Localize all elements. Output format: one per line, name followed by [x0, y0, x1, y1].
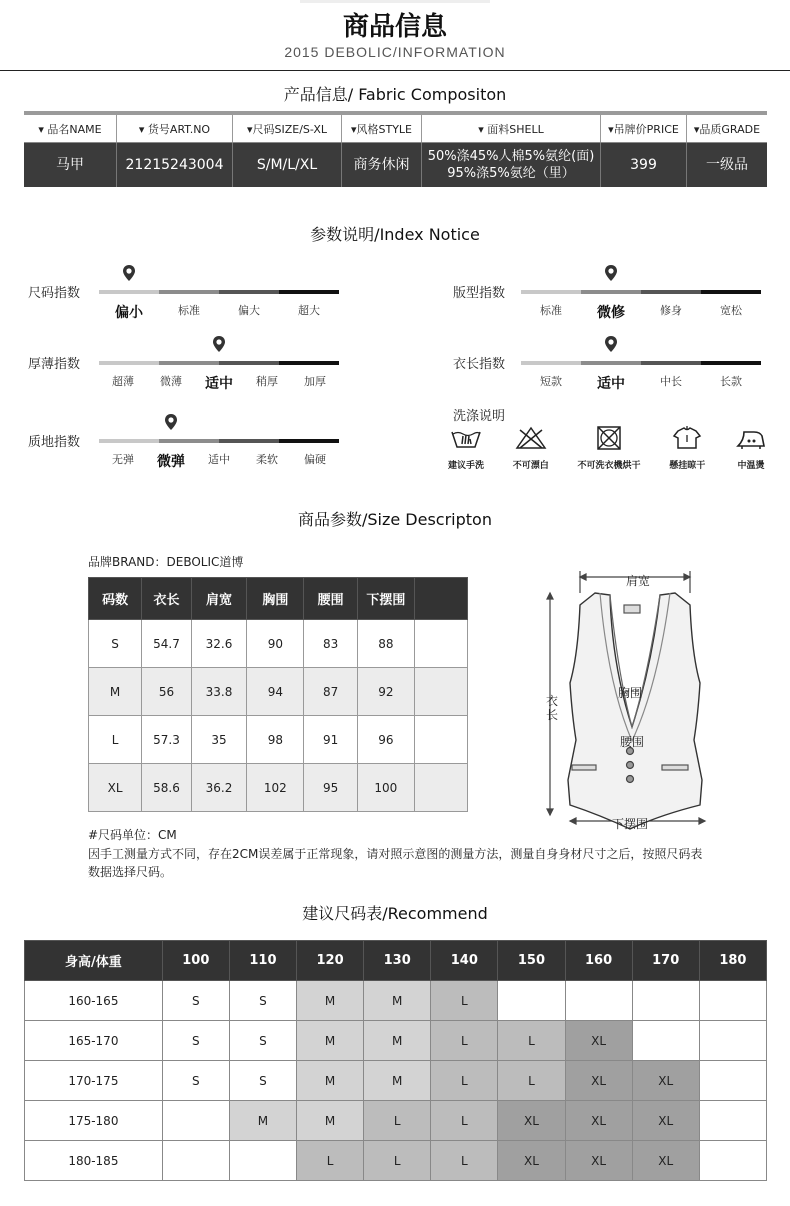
index-tick-label: 标准 [178, 304, 200, 317]
index-tick-label: 长款 [720, 375, 742, 388]
index-tick-label: 偏小 [115, 305, 143, 321]
recommend-row-label: 160-165 [25, 981, 163, 1021]
recommend-table [24, 940, 767, 1181]
recommend-cell [632, 981, 699, 1021]
table-row [25, 981, 767, 1021]
index-tick-label: 超薄 [112, 375, 134, 388]
diagram-chest-label: 胸围 [618, 686, 643, 700]
size-cell [415, 668, 468, 716]
diagram-shoulder-label: 肩宽 [626, 574, 651, 588]
recommend-cell [699, 981, 766, 1021]
index-scale-bar [99, 290, 339, 294]
recommend-cell [162, 1101, 229, 1141]
size-header-cell: 衣长 [142, 578, 192, 620]
size-cell: 87 [304, 668, 357, 716]
recommend-cell [699, 1061, 766, 1101]
fabric-header-cell: ▾ 品名NAME [24, 115, 117, 142]
recommend-cell: S [162, 1061, 229, 1101]
recommend-cell: M [364, 981, 431, 1021]
recommend-cell: M [364, 1021, 431, 1061]
fabric-value-cell: S/M/L/XL [233, 143, 342, 187]
index-tick-label: 偏硬 [304, 453, 326, 466]
iron-medium-icon [734, 426, 768, 454]
recommend-cell: M [297, 1101, 364, 1141]
recommend-header-cell: 100 [162, 941, 229, 981]
fabric-header-cell: ▾ 货号ART.NO [117, 115, 233, 142]
index-ticks [99, 302, 339, 322]
fabric-header-row [24, 115, 767, 143]
fabric-value-cell: 商务休闲 [342, 143, 422, 187]
recommend-row-label: 175-180 [25, 1101, 163, 1141]
recommend-cell: XL [632, 1141, 699, 1181]
recommend-cell: L [431, 1061, 498, 1101]
fabric-value-cell: 399 [601, 143, 687, 187]
index-tick-label: 修身 [660, 304, 682, 317]
wash-item [578, 426, 641, 471]
size-cell: 100 [357, 764, 414, 812]
index-tick-label: 加厚 [304, 375, 326, 388]
size-header-cell: 胸围 [247, 578, 304, 620]
index-label: 尺码指数 [28, 286, 81, 301]
fabric-header-cell: ▾风格STYLE [342, 115, 422, 142]
recommend-cell: L [498, 1021, 565, 1061]
wash-label: 洗涤说明 [453, 409, 506, 424]
index-label: 质地指数 [28, 435, 81, 450]
fabric-header-cell: ▾品质GRADE [693, 122, 761, 136]
recommend-section-title: 建议尺码表/Recommend [302, 904, 488, 923]
index-label: 厚薄指数 [28, 357, 81, 372]
recommend-cell: XL [565, 1021, 632, 1061]
location-pin-icon [164, 413, 178, 435]
diagram-waist-label: 腰围 [620, 735, 645, 749]
index-scale-bar [99, 439, 339, 443]
recommend-cell: XL [632, 1101, 699, 1141]
recommend-cell: S [229, 981, 296, 1021]
index-tick-label: 适中 [597, 376, 625, 392]
table-row [89, 716, 468, 764]
wash-item-label: 中温燙 [737, 461, 765, 471]
size-cell: XL [89, 764, 142, 812]
index-tick-label: 偏大 [238, 304, 260, 317]
recommend-cell: XL [498, 1101, 565, 1141]
size-cell: 94 [247, 668, 304, 716]
hand-wash-icon [449, 426, 483, 454]
recommend-cell: XL [498, 1141, 565, 1181]
measure-note: 因手工测量方式不同，存在2CM误差属于正常现象，请对照示意图的测量方法，测量自身身材尺寸之后，按照尺码表数据选择尺码。 [88, 847, 703, 879]
recommend-cell: L [431, 1141, 498, 1181]
size-cell: 98 [247, 716, 304, 764]
recommend-cell: L [364, 1101, 431, 1141]
wash-item-label: 懸挂晾干 [669, 461, 706, 471]
recommend-header-cell: 180 [699, 941, 766, 981]
recommend-cell [699, 1021, 766, 1061]
size-cell: 56 [142, 668, 192, 716]
recommend-header-cell: 140 [431, 941, 498, 981]
index-tick-label: 超大 [298, 304, 320, 317]
index-tick-label: 微薄 [160, 375, 182, 388]
location-pin-icon [604, 335, 618, 357]
recommend-cell [229, 1141, 296, 1181]
no-tumble-dry-icon [592, 426, 626, 454]
recommend-row-label: 170-175 [25, 1061, 163, 1101]
recommend-header-cell: 150 [498, 941, 565, 981]
size-header-cell [415, 578, 468, 620]
fabric-header-cell: ▾尺码SIZE/S-XL [233, 115, 342, 142]
recommend-row-label: 180-185 [25, 1141, 163, 1181]
size-header-cell: 腰围 [304, 578, 357, 620]
size-cell [415, 620, 468, 668]
size-cell: 33.8 [191, 668, 246, 716]
unit-note: #尺码单位：CM [88, 828, 177, 842]
size-cell: 90 [247, 620, 304, 668]
fabric-section-title: 产品信息/ Fabric Compositon [283, 85, 507, 104]
index-scale-bar [99, 361, 339, 365]
fabric-info-table [24, 111, 767, 187]
recommend-cell: S [162, 981, 229, 1021]
brand-label: 品牌BRAND：DEBOLIC道博 [88, 555, 244, 569]
size-cell: L [89, 716, 142, 764]
index-label: 衣长指数 [453, 357, 506, 372]
size-cell [415, 764, 468, 812]
recommend-header [25, 941, 767, 981]
size-header-cell: 下摆围 [357, 578, 414, 620]
index-scale-bar [521, 290, 761, 294]
recommend-cell: M [297, 981, 364, 1021]
size-cell: 88 [357, 620, 414, 668]
index-tick-label: 微修 [597, 305, 625, 321]
size-cell: 57.3 [142, 716, 192, 764]
wash-item [448, 426, 484, 471]
recommend-cell: XL [565, 1061, 632, 1101]
recommend-cell [632, 1021, 699, 1061]
table-row [89, 764, 468, 812]
wash-icons-row [448, 426, 768, 471]
index-tick-label: 微弹 [157, 454, 185, 470]
size-cell [415, 716, 468, 764]
table-row [25, 1061, 767, 1101]
index-ticks [99, 451, 339, 471]
recommend-cell [162, 1141, 229, 1181]
size-header-cell: 肩宽 [191, 578, 246, 620]
location-pin-icon [122, 264, 136, 286]
size-cell: 95 [304, 764, 357, 812]
fabric-value-cell: 21215243004 [117, 143, 233, 187]
table-row [89, 620, 468, 668]
size-cell: 35 [191, 716, 246, 764]
recommend-header-cell: 120 [297, 941, 364, 981]
index-section-title: 参数说明/Index Notice [310, 225, 480, 244]
recommend-cell: XL [565, 1141, 632, 1181]
size-table-header [89, 578, 468, 620]
fabric-value-cell: 50%涤45%人棉5%氨纶(面) 95%涤5%氨纶（里） [422, 143, 601, 187]
location-pin-icon [212, 335, 226, 357]
recommend-header-cell: 身高/体重 [25, 941, 163, 981]
size-cell: 102 [247, 764, 304, 812]
recommend-cell: L [297, 1141, 364, 1181]
recommend-cell: S [162, 1021, 229, 1061]
wash-item [513, 426, 549, 471]
size-cell: 36.2 [191, 764, 246, 812]
recommend-cell: M [297, 1021, 364, 1061]
size-cell: 92 [357, 668, 414, 716]
page-subtitle: 2015 DEBOLIC/INFORMATION [284, 44, 506, 60]
recommend-header-cell: 130 [364, 941, 431, 981]
recommend-cell: L [498, 1061, 565, 1101]
location-pin-icon [604, 264, 618, 286]
index-tick-label: 无弹 [112, 453, 134, 466]
index-label: 版型指数 [453, 286, 506, 301]
index-tick-label: 中长 [660, 375, 682, 388]
index-tick-label: 标准 [540, 304, 562, 317]
top-decor-bar [300, 0, 490, 3]
fabric-value-cell: 一级品 [706, 156, 748, 173]
recommend-cell: XL [632, 1061, 699, 1101]
recommend-cell [565, 981, 632, 1021]
fabric-data-row [24, 143, 767, 187]
size-cell: 83 [304, 620, 357, 668]
index-ticks [521, 373, 761, 393]
fabric-value-cell: 马甲 [24, 143, 117, 187]
hang-dry-icon [670, 426, 704, 454]
size-cell: S [89, 620, 142, 668]
index-tick-label: 稍厚 [256, 375, 278, 388]
index-tick-label: 适中 [208, 453, 230, 466]
recommend-cell: S [229, 1021, 296, 1061]
header-divider [0, 70, 790, 71]
size-cell: 96 [357, 716, 414, 764]
index-tick-label: 短款 [540, 375, 562, 388]
page-title: 商品信息 [342, 12, 447, 42]
recommend-header-cell: 110 [229, 941, 296, 981]
recommend-header-cell: 160 [565, 941, 632, 981]
recommend-cell [699, 1141, 766, 1181]
table-row [25, 1101, 767, 1141]
recommend-header-cell: 170 [632, 941, 699, 981]
index-ticks [521, 302, 761, 322]
diagram-length-label: 衣长 [546, 694, 559, 722]
diagram-hem-label: 下摆围 [612, 817, 649, 831]
fabric-header-cell: ▾ 面料SHELL [422, 115, 601, 142]
recommend-cell: M [297, 1061, 364, 1101]
recommend-cell: L [364, 1141, 431, 1181]
recommend-cell: L [431, 1021, 498, 1061]
recommend-cell: XL [565, 1101, 632, 1141]
wash-item-label: 不可洗衣機烘干 [577, 461, 641, 471]
table-row [25, 1021, 767, 1061]
recommend-cell [498, 981, 565, 1021]
no-bleach-icon [514, 426, 548, 454]
wash-item [734, 426, 768, 471]
table-row [89, 668, 468, 716]
recommend-cell: L [431, 1101, 498, 1141]
index-scale-bar [521, 361, 761, 365]
recommend-row-label: 165-170 [25, 1021, 163, 1061]
fabric-header-cell: ▾吊牌价PRICE [601, 115, 687, 142]
size-header-cell: 码数 [89, 578, 142, 620]
recommend-cell: L [431, 981, 498, 1021]
wash-item [669, 426, 705, 471]
size-cell: M [89, 668, 142, 716]
table-row [25, 1141, 767, 1181]
index-tick-label: 宽松 [720, 304, 742, 317]
size-cell: 54.7 [142, 620, 192, 668]
size-cell: 91 [304, 716, 357, 764]
size-table [88, 577, 468, 812]
recommend-cell: S [229, 1061, 296, 1101]
wash-item-label: 不可漂白 [512, 461, 549, 471]
size-section-title: 商品参数/Size Descripton [297, 510, 492, 529]
size-cell: 32.6 [191, 620, 246, 668]
recommend-cell [699, 1101, 766, 1141]
size-cell: 58.6 [142, 764, 192, 812]
index-ticks [99, 373, 339, 393]
index-tick-label: 柔软 [256, 453, 278, 466]
index-tick-label: 适中 [205, 376, 233, 392]
recommend-cell: M [364, 1061, 431, 1101]
recommend-cell: M [229, 1101, 296, 1141]
wash-item-label: 建议手洗 [448, 461, 485, 471]
